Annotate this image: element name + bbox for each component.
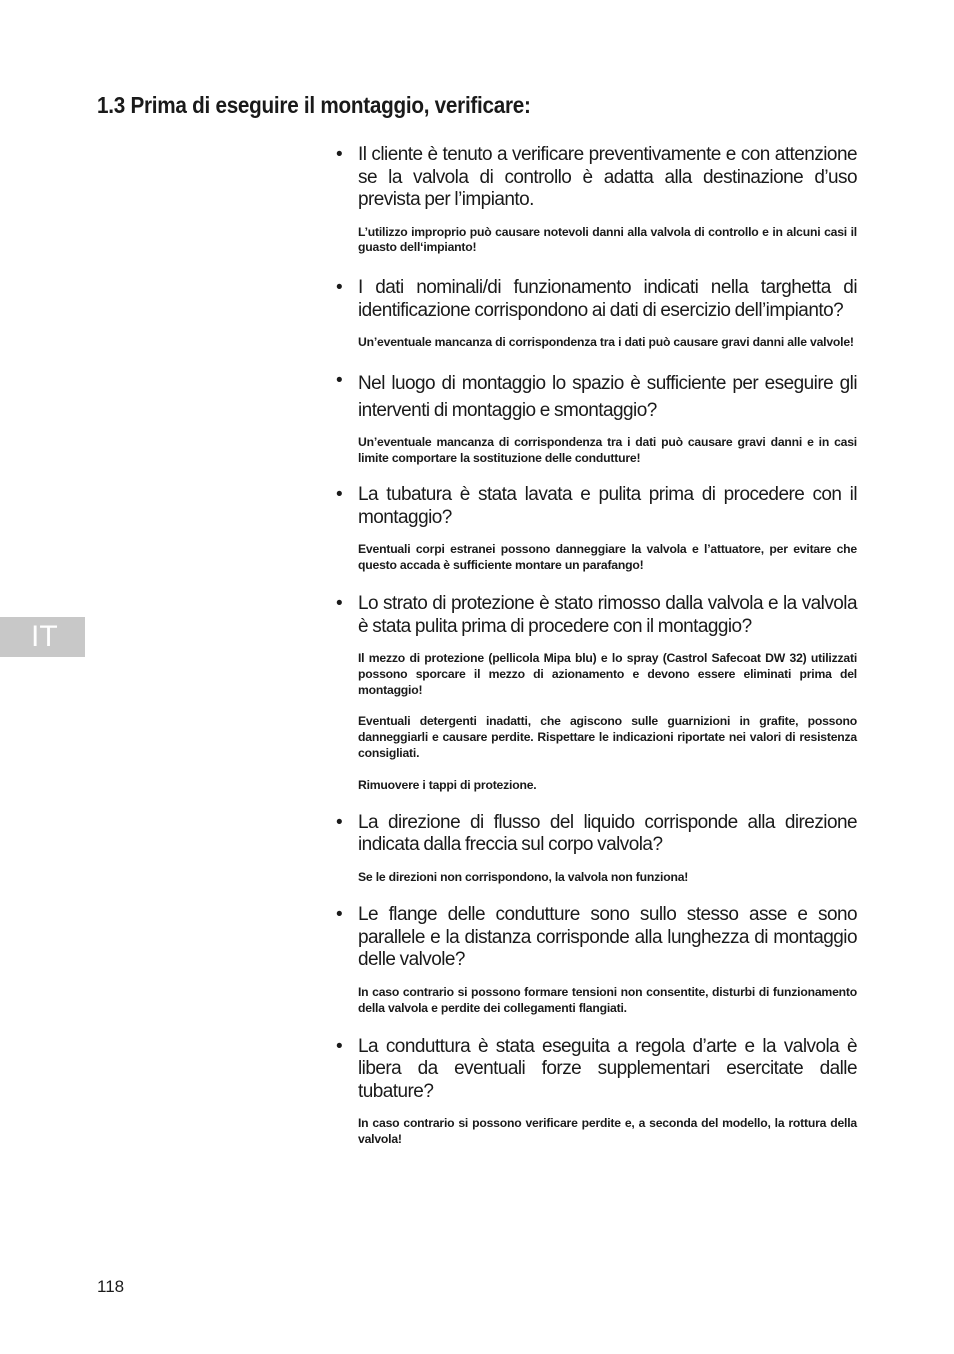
section-heading: 1.3 Prima di eseguire il montaggio, verificare: bbox=[97, 92, 531, 118]
checklist-item bbox=[336, 904, 857, 1016]
checklist-item bbox=[336, 277, 857, 351]
check-note: In caso contrario si possono formare tensioni non consentite, disturbi di funzionamento della valvola e perdite dei collegamenti flangiati. bbox=[358, 984, 857, 1015]
check-note: Se le direzioni non corrispondono, la valvola non funziona! bbox=[358, 869, 689, 884]
page-number: 118 bbox=[97, 1277, 125, 1296]
check-question: Lo strato di protezione è stato rimosso dalla valvola e la valvola è stata pulita prima di procedere con il montaggio? bbox=[358, 593, 857, 637]
check-question: Nel luogo di montaggio lo spazio è sufficiente per eseguire gli interventi di montaggio e smontaggio? bbox=[358, 372, 857, 421]
checklist-item bbox=[336, 812, 857, 886]
bullet-icon: • bbox=[336, 144, 343, 165]
check-question: La direzione di flusso del liquido corrisponde alla direzione indicata dalla freccia sul corpo valvola? bbox=[358, 811, 857, 856]
check-note: Eventuali corpi estranei possono danneggiare la valvola e l’attuatore, per evitare che questo accada è sufficiente montare un parafango! bbox=[358, 542, 857, 573]
check-note: Il mezzo di protezione (pellicola Mipa blu) e lo spray (Castrol Safecoat DW 32) utilizzati possono sporcare il mezzo di azionamento e devono essere eliminati prima del montaggio! bbox=[358, 651, 857, 697]
checklist-item bbox=[336, 144, 857, 256]
check-note: Un’eventuale mancanza di corrispondenza tra i dati può causare gravi danni e in casi limite comportare la sostituzione delle condutture! bbox=[358, 434, 857, 465]
bullet-icon: • bbox=[336, 811, 343, 833]
bullet-icon: • bbox=[336, 277, 343, 299]
check-question: I dati nominali/di funzionamento indicati nella targhetta di identificazione corrispondono ai dati di esercizio dell’impianto? bbox=[358, 277, 857, 321]
check-note: Rimuovere i tappi di protezione. bbox=[358, 777, 537, 792]
bullet-icon: • bbox=[336, 1035, 343, 1057]
check-question: La tubatura è stata lavata e pulita prima di procedere con il montaggio? bbox=[358, 484, 857, 528]
checklist-item bbox=[336, 1036, 857, 1148]
checklist-item bbox=[336, 484, 857, 574]
bullet-icon: • bbox=[336, 484, 343, 506]
bullet-icon: • bbox=[336, 369, 343, 391]
check-note: Eventuali detergenti inadatti, che agiscono sulle guarnizioni in grafite, possono danneggiarli e causare perdite. Rispettare le indicazioni riportate nei valori di resistenza consigliati. bbox=[358, 714, 857, 761]
bullet-icon: • bbox=[336, 593, 343, 615]
check-note: In caso contrario si possono verificare perdite e, a seconda del modello, la rottura della valvola! bbox=[358, 1116, 857, 1146]
checklist-item bbox=[336, 593, 857, 794]
language-tab: IT bbox=[0, 617, 85, 657]
check-question: La conduttura è stata eseguita a regola d’arte e la valvola è libera da eventuali forze supplementari esercitate dalle tubature? bbox=[358, 1035, 857, 1102]
check-note: L’utilizzo improprio può causare notevoli danni alla valvola di controllo e in alcuni casi il guasto dell‘impianto! bbox=[358, 224, 857, 255]
checklist bbox=[336, 144, 857, 1148]
bullet-icon: • bbox=[336, 904, 343, 926]
check-question: Il cliente è tenuto a verificare preventivamente e con attenzione se la valvola di controllo è adatta alla destinazione d’uso prevista per l’impianto. bbox=[358, 144, 857, 210]
check-question: Le flange delle condutture sono sullo stesso asse e sono parallele e la distanza corrisponde alla lunghezza di montaggio delle valvole? bbox=[358, 904, 857, 971]
check-note: Un’eventuale mancanza di corrispondenza tra i dati può causare gravi danni alle valvole! bbox=[358, 335, 854, 350]
checklist-item bbox=[336, 370, 857, 467]
